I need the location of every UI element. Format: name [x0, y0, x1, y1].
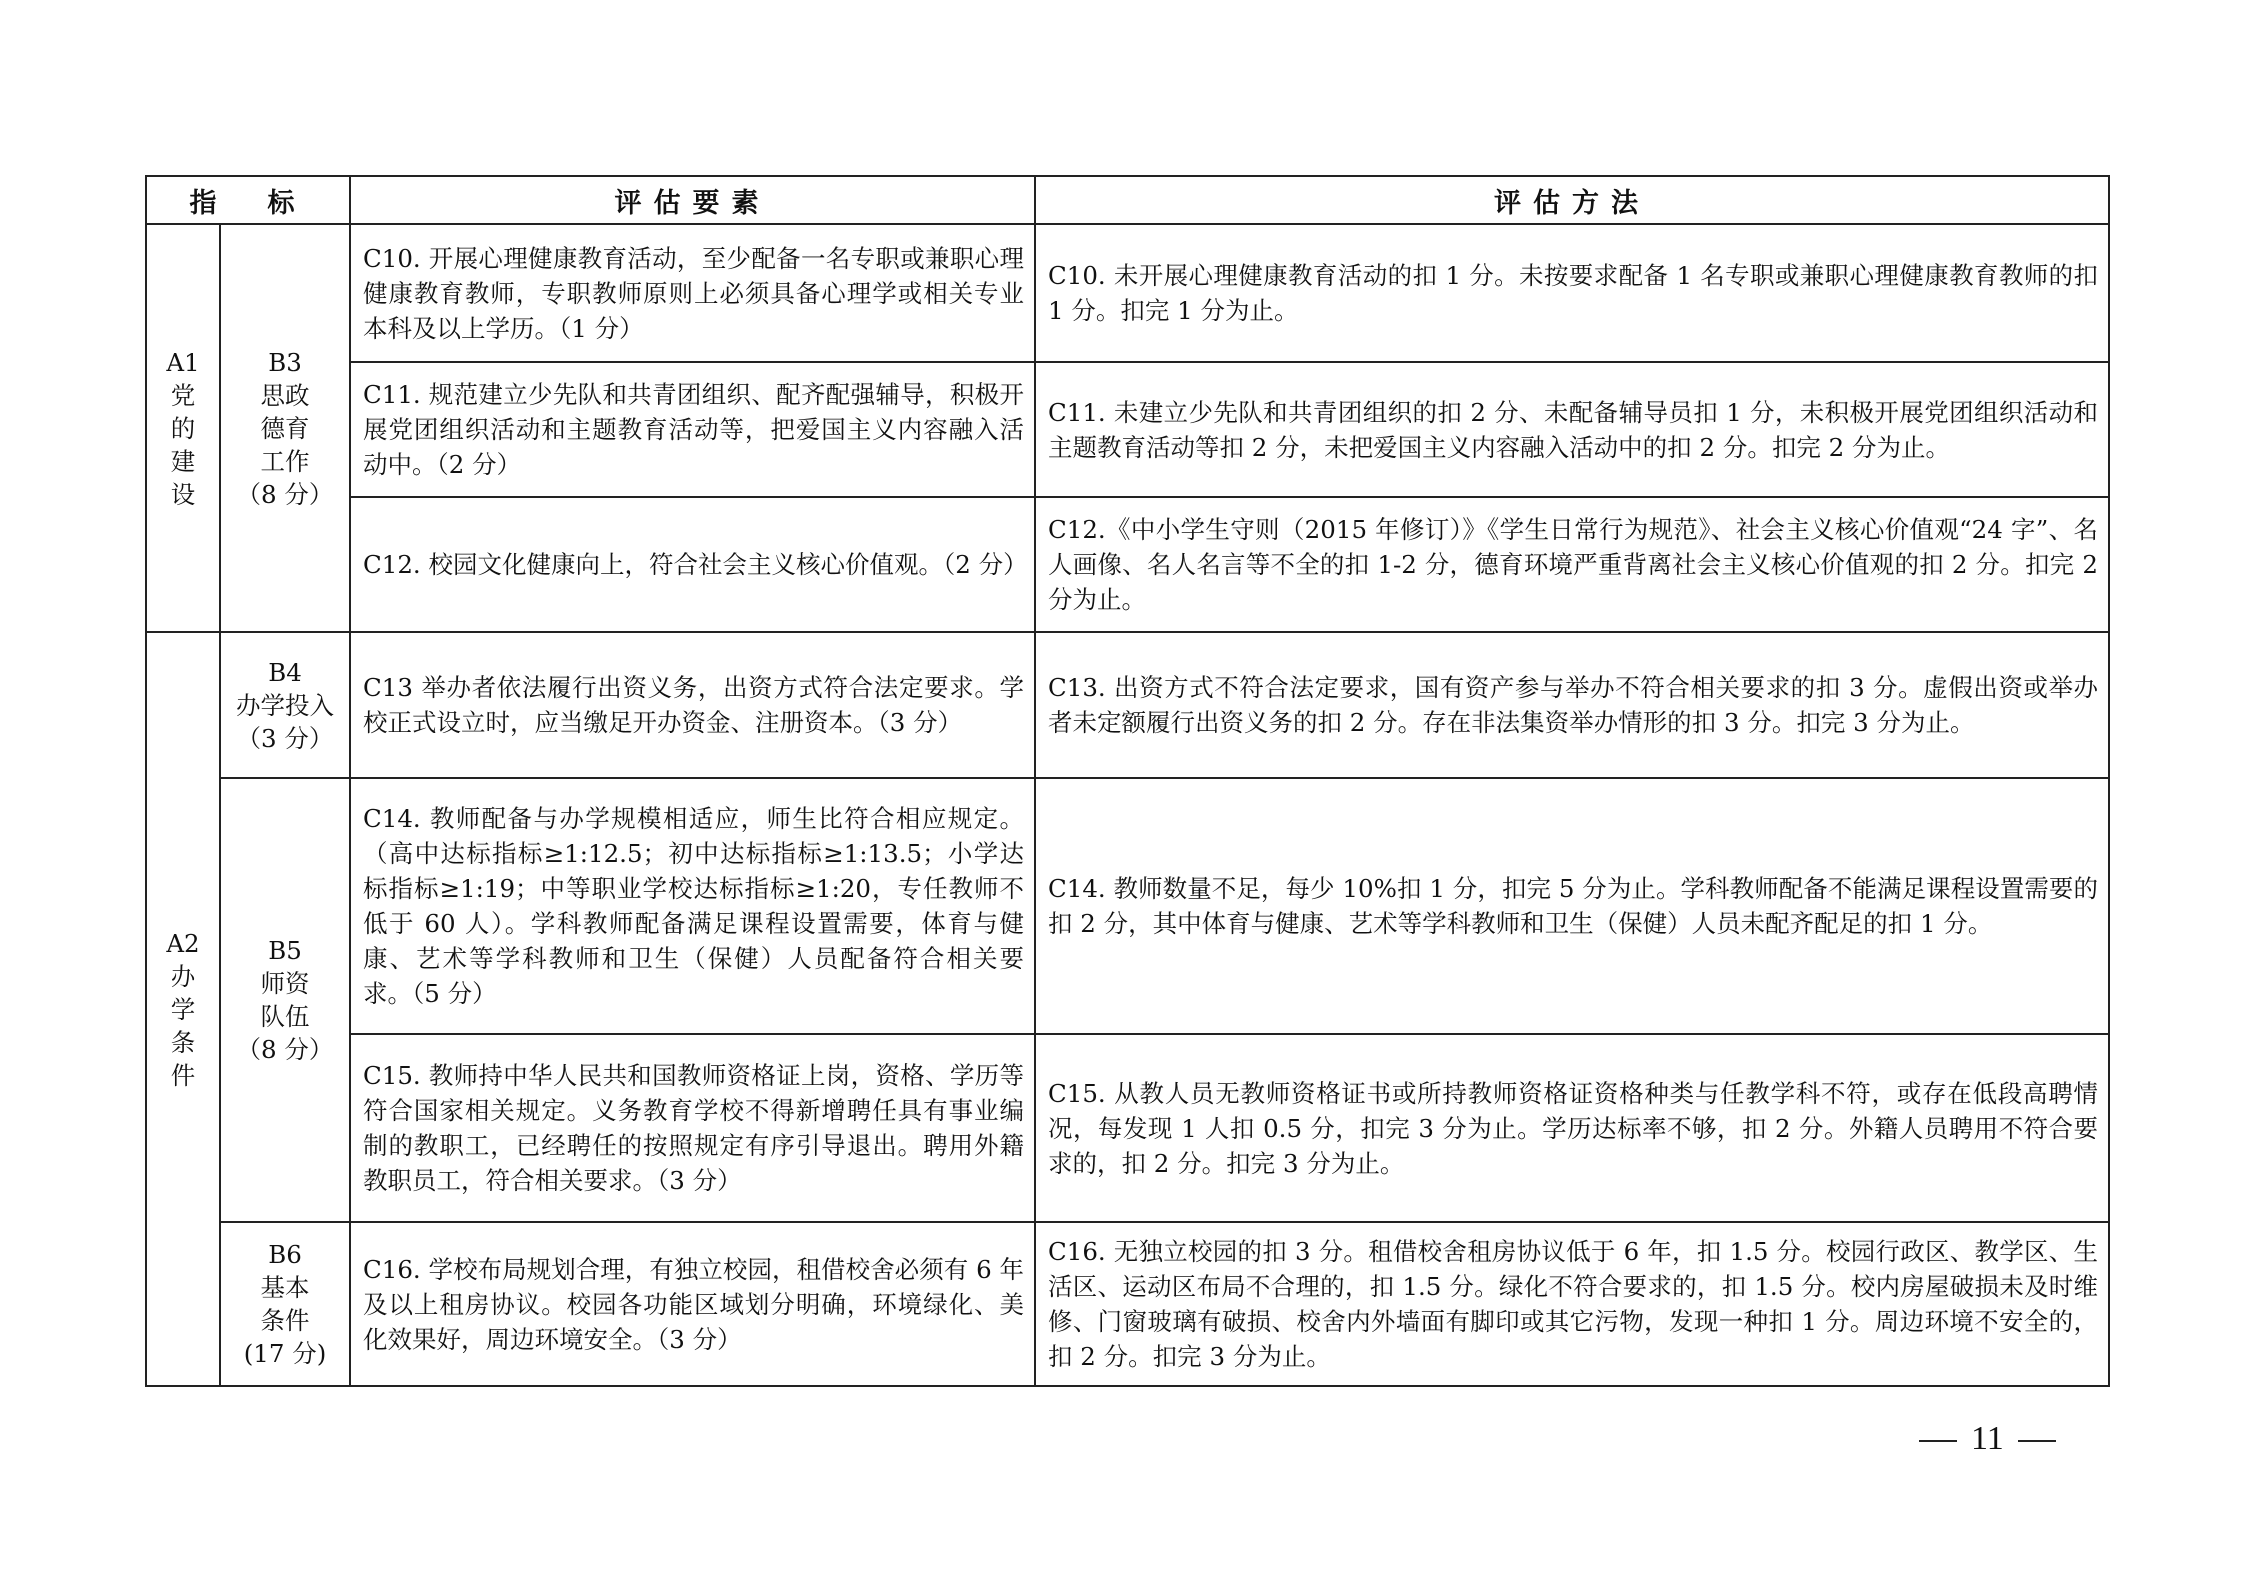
evaluation-table	[145, 175, 2110, 1387]
b6-line: 基本	[260, 1273, 310, 1302]
table-row-c14	[146, 778, 2109, 1034]
b4-name: 办学投入	[236, 690, 334, 720]
a1-code: A1	[166, 347, 200, 377]
dash-left	[1919, 1440, 1957, 1442]
table-row-c10	[146, 224, 2109, 362]
table-row-c12	[146, 497, 2109, 632]
table-row-c15	[146, 1034, 2109, 1222]
c14-requirement: C14. 教师配备与办学规模相适应，师生比符合相应规定。（高中达标指标≥1:12.5；初中达标指标≥1:13.5；小学达标指标≥1:19；中等职业学校达标指标≥1:20，专任教师不低于 60 人）。学科教师配备满足课程设置需要，体育与健康、艺术等学科教师和卫生（保健）人员配备符合相关要求。（5 分）	[350, 778, 1035, 1034]
c13-method: C13. 出资方式不符合法定要求，国有资产参与举办不符合相关要求的扣 3 分。虚假出资或举办者未定额履行出资义务的扣 2 分。存在非法集资举办情形的扣 3 分。扣完 3 分为止。	[1035, 632, 2109, 778]
b4-code: B4	[268, 657, 302, 687]
c12-method: C12.《中小学生守则（2015 年修订）》《学生日常行为规范》、社会主义核心价值观“24 字”、名人画像、名人名言等不全的扣 1-2 分，德育环境严重背离社会主义核心价值观的扣 2 分。扣完 2 分为止。	[1035, 497, 2109, 632]
page-number-text: 11	[1971, 1420, 2004, 1457]
header-indicator: 指 标	[146, 176, 350, 224]
a1-char: 设	[170, 479, 196, 509]
c15-method: C15. 从教人员无教师资格证书或所持教师资格证资格种类与任教学科不符，或存在低段高聘情况，每发现 1 人扣 0.5 分，扣完 3 分为止。学历达标率不够，扣 2 分。外籍人员聘用不符合要求的，扣 2 分。扣完 3 分为止。	[1035, 1034, 2109, 1222]
c16-requirement: C16. 学校布局规划合理，有独立校园，租借校舍必须有 6 年及以上租房协议。校园各功能区域划分明确，环境绿化、美化效果好，周边环境安全。（3 分）	[350, 1222, 1035, 1386]
a2-code: A2	[166, 928, 200, 958]
indicator-b3	[220, 224, 350, 632]
a2-char: 办	[170, 961, 196, 991]
b3-line: 德育	[260, 413, 310, 443]
b3-score: （8 分）	[236, 479, 334, 509]
b5-line: 师资	[260, 969, 310, 998]
indicator-b6	[220, 1222, 350, 1386]
dash-right	[2018, 1440, 2056, 1442]
a2-char: 件	[170, 1060, 196, 1090]
c11-requirement: C11. 规范建立少先队和共青团组织、配齐配强辅导，积极开展党团组织活动和主题教育活动等，把爱国主义内容融入活动中。（2 分）	[350, 362, 1035, 497]
b3-line: 工作	[260, 446, 310, 476]
table-row-c16	[146, 1222, 2109, 1386]
b6-code: B6	[268, 1240, 302, 1269]
a1-char: 建	[170, 446, 196, 476]
b5-code: B5	[268, 936, 302, 965]
b3-code: B3	[268, 347, 302, 377]
c16-method: C16. 无独立校园的扣 3 分。租借校舍租房协议低于 6 年，扣 1.5 分。校园行政区、教学区、生活区、运动区布局不合理的，扣 1.5 分。绿化不符合要求的，扣 1.5 分。校内房屋破损未及时维修、门窗玻璃有破损、校舍内外墙面有脚印或其它污物，发现一种扣 1 分。周边环境不安全的，扣 2 分。扣完 3 分为止。	[1035, 1222, 2109, 1386]
b5-line: 队伍	[260, 1002, 310, 1031]
indicator-a2	[146, 632, 220, 1386]
b3-line: 思政	[260, 380, 310, 410]
a1-char: 的	[170, 413, 196, 443]
page-number	[1905, 1420, 2070, 1458]
a2-char: 条	[170, 1027, 196, 1057]
a1-char: 党	[170, 380, 196, 410]
indicator-a1	[146, 224, 220, 632]
header-row	[146, 176, 2109, 224]
c15-requirement: C15. 教师持中华人民共和国教师资格证上岗，资格、学历等符合国家相关规定。义务教育学校不得新增聘任具有事业编制的教职工，已经聘任的按照规定有序引导退出。聘用外籍教职员工，符合相关要求。（3 分）	[350, 1034, 1035, 1222]
table-row-c13	[146, 632, 2109, 778]
c11-method: C11. 未建立少先队和共青团组织的扣 2 分、未配备辅导员扣 1 分，未积极开展党团组织活动和主题教育活动等扣 2 分，未把爱国主义内容融入活动中的扣 2 分。扣完 2 分为止。	[1035, 362, 2109, 497]
indicator-b5	[220, 778, 350, 1222]
c10-requirement: C10. 开展心理健康教育活动，至少配备一名专职或兼职心理健康教育教师，专职教师原则上必须具备心理学或相关专业本科及以上学历。（1 分）	[350, 224, 1035, 362]
c12-requirement: C12. 校园文化健康向上，符合社会主义核心价值观。（2 分）	[350, 497, 1035, 632]
a2-char: 学	[170, 994, 196, 1024]
header-elements: 评估要素	[350, 176, 1035, 224]
b5-score: （8 分）	[236, 1035, 334, 1064]
header-method: 评估方法	[1035, 176, 2109, 224]
indicator-b4	[220, 632, 350, 778]
b6-line: 条件	[260, 1306, 310, 1335]
b6-score: (17 分)	[243, 1339, 327, 1368]
b4-score: （3 分）	[236, 723, 334, 753]
table-row-c11	[146, 362, 2109, 497]
c14-method: C14. 教师数量不足，每少 10%扣 1 分，扣完 5 分为止。学科教师配备不能满足课程设置需要的扣 2 分，其中体育与健康、艺术等学科教师和卫生（保健）人员未配齐配足的扣 1 分。	[1035, 778, 2109, 1034]
c10-method: C10. 未开展心理健康教育活动的扣 1 分。未按要求配备 1 名专职或兼职心理健康教育教师的扣 1 分。扣完 1 分为止。	[1035, 224, 2109, 362]
c13-requirement: C13 举办者依法履行出资义务，出资方式符合法定要求。学校正式设立时，应当缴足开办资金、注册资本。（3 分）	[350, 632, 1035, 778]
